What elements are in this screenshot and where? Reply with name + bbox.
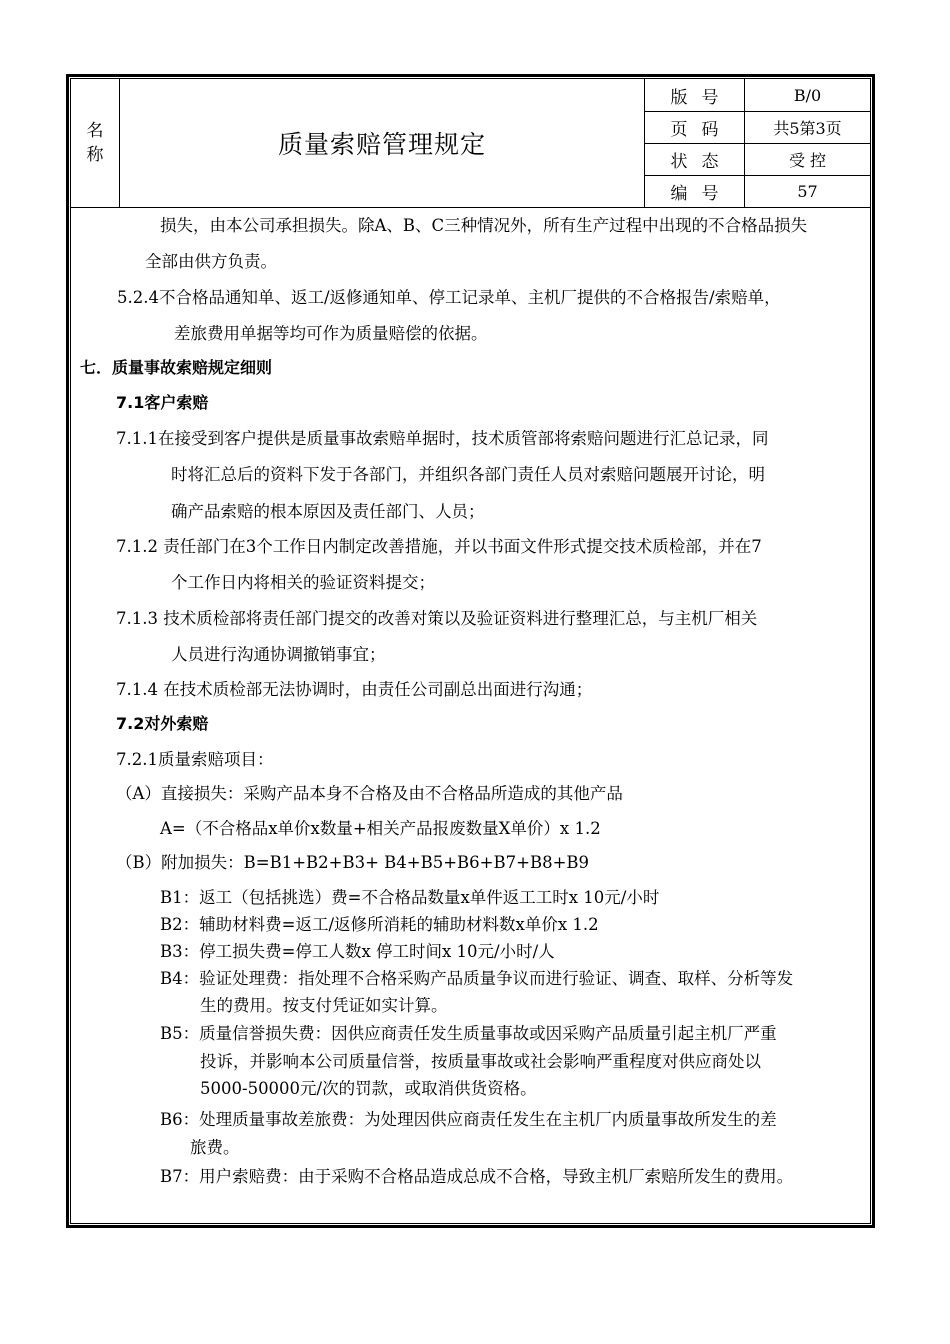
header-divider xyxy=(71,207,870,208)
paragraph-line: 个工作日内将相关的验证资料提交； xyxy=(171,573,435,592)
paragraph-line: 全部由供方负责。 xyxy=(145,252,277,271)
paragraph-line: 7.1.3 技术质检部将责任部门提交的改善对策以及验证资料进行整理汇总，与主机厂相关 xyxy=(116,609,758,628)
paragraph-line: 投诉，并影响本公司质量信誉，按质量事故或社会影响严重程度对供应商处以 xyxy=(200,1052,761,1071)
meta-row-version xyxy=(645,79,870,112)
paragraph-line: （A）直接损失：采购产品本身不合格及由不合格品所造成的其他产品 xyxy=(116,784,623,803)
paragraph-line: 7.1.2 责任部门在3个工作日内制定改善措施，并以书面文件形式提交技术质检部，并在7 xyxy=(116,537,762,556)
meta-row-status xyxy=(645,143,870,176)
paragraph-line: B5：质量信誉损失费：因供应商责任发生质量事故或因采购产品质量引起主机厂严重 xyxy=(160,1024,777,1043)
meta-key: 状态 xyxy=(645,143,745,175)
formula-line: A=（不合格品x单价x数量+相关产品报废数量X单价）x 1.2 xyxy=(160,819,601,838)
meta-value: 57 xyxy=(797,181,818,201)
paragraph-line: 差旅费用单据等均可作为质量赔偿的依据。 xyxy=(174,324,488,343)
paragraph-line: 损失，由本公司承担损失。除A、B、C三种情况外，所有生产过程中出现的不合格品损失 xyxy=(160,216,808,235)
meta-value: B/0 xyxy=(793,85,822,105)
meta-row-number xyxy=(645,175,870,207)
paragraph-line: 时将汇总后的资料下发于各部门，并组织各部门责任人员对索赔问题展开讨论，明 xyxy=(171,465,765,484)
paragraph-line: B4：验证处理费：指处理不合格采购产品质量争议而进行验证、调查、取样、分析等发 xyxy=(160,969,794,988)
meta-key: 版号 xyxy=(645,79,745,111)
paragraph-line: 旅费。 xyxy=(190,1138,240,1157)
paragraph-line: 人员进行沟通协调撤销事宜； xyxy=(171,645,386,664)
meta-value: 共5第3页 xyxy=(773,118,842,138)
meta-key: 页码 xyxy=(645,111,745,143)
paragraph-line: 7.1.4 在技术质检部无法协调时，由责任公司副总出面进行沟通； xyxy=(116,680,593,699)
paragraph-line: 5000-50000元/次的罚款，或取消供货资格。 xyxy=(200,1079,537,1098)
paragraph-line: 7.2.1质量索赔项目： xyxy=(116,750,274,769)
paragraph-line: B7：用户索赔费：由于采购不合格品造成总成不合格，导致主机厂索赔所发生的费用。 xyxy=(160,1167,794,1186)
paragraph-line: 7.1.1在接受到客户提供是质量事故索赔单据时，技术质管部将索赔问题进行汇总记录，同 xyxy=(116,429,769,448)
meta-value: 受 控 xyxy=(788,150,827,170)
paragraph-line: 确产品索赔的根本原因及责任部门、人员； xyxy=(171,502,485,521)
formula-line: B1：返工（包括挑选）费=不合格品数量x单件返工工时x 10元/小时 xyxy=(160,888,660,907)
paragraph-line: （B）附加损失：B=B1+B2+B3+ B4+B5+B6+B7+B8+B9 xyxy=(116,853,590,872)
subsection-heading: 7.1客户索赔 xyxy=(116,393,209,412)
document-title: 质量索赔管理规定 xyxy=(120,79,645,207)
subsection-heading: 7.2对外索赔 xyxy=(116,714,209,733)
formula-line: B2：辅助材料费=返工/返修所消耗的辅助材料数x单价x 1.2 xyxy=(160,915,599,934)
paragraph-line: 生的费用。按支付凭证如实计算。 xyxy=(200,996,448,1015)
paragraph-line: B6：处理质量事故差旅费：为处理因供应商责任发生在主机厂内质量事故所发生的差 xyxy=(160,1110,777,1129)
paragraph-line: 5.2.4不合格品通知单、返工/返修通知单、停工记录单、主机厂提供的不合格报告/索赔单， xyxy=(117,288,781,307)
name-label-bottom: 称 xyxy=(86,145,104,165)
name-label-top: 名 xyxy=(86,121,104,141)
section-heading: 七．质量事故索赔规定细则 xyxy=(80,358,273,377)
meta-key: 编号 xyxy=(645,175,745,207)
name-label-cell xyxy=(71,79,120,207)
formula-line: B3：停工损失费=停工人数x 停工时间x 10元/小时/人 xyxy=(160,942,555,961)
document-header xyxy=(71,79,870,208)
meta-row-page xyxy=(645,111,870,144)
